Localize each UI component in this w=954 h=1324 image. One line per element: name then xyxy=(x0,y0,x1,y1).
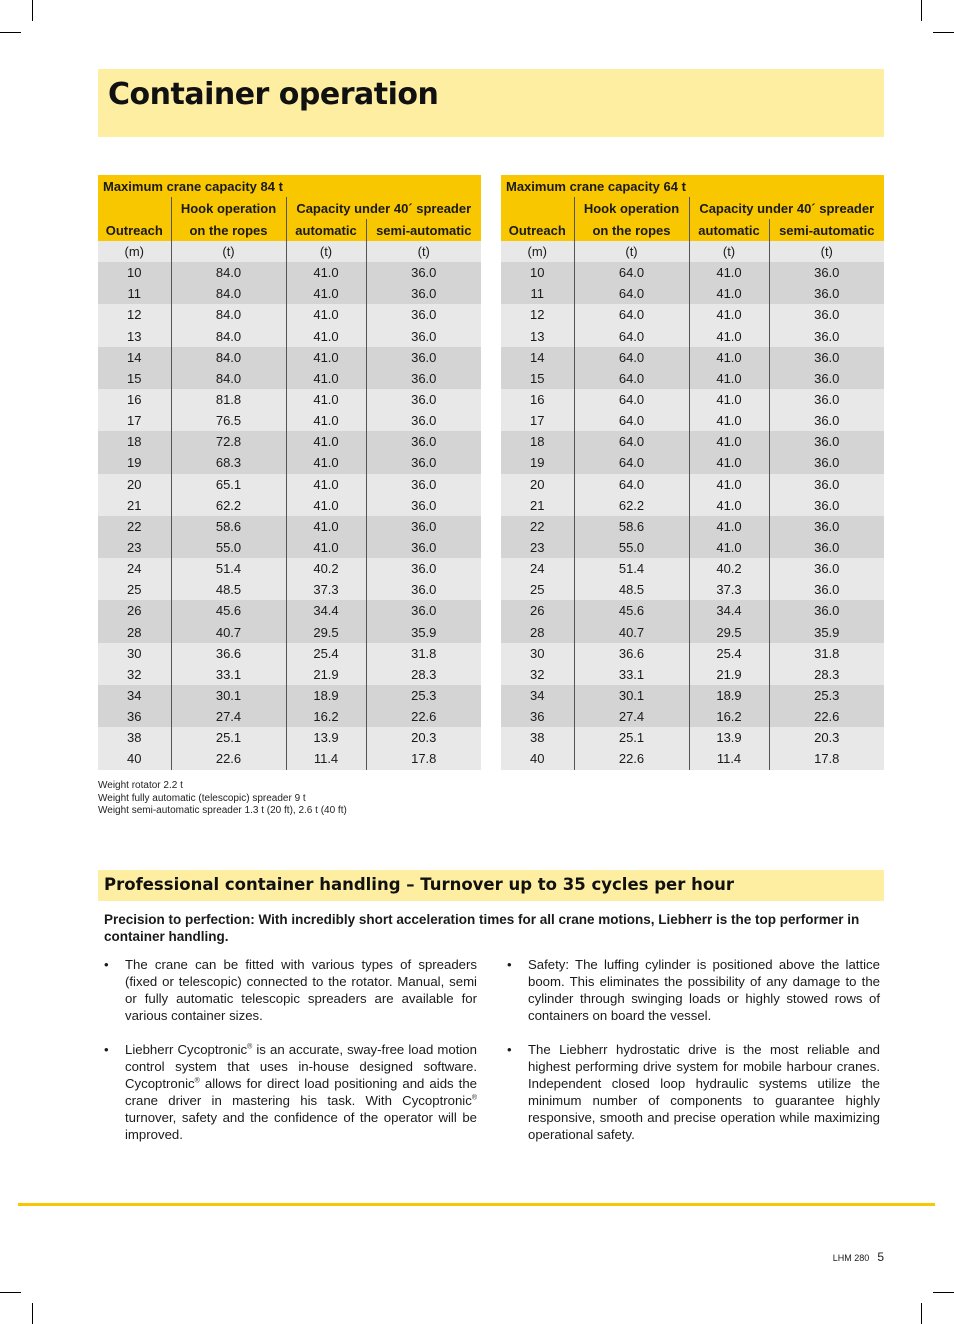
table-cell: 30.1 xyxy=(171,685,286,706)
table-cell: 84.0 xyxy=(171,283,286,304)
table-cell: 40 xyxy=(98,748,171,769)
table-row xyxy=(98,495,481,516)
table-cell: 14 xyxy=(98,347,171,368)
table-cell: 41.0 xyxy=(286,516,366,537)
table-row xyxy=(98,664,481,685)
table-row xyxy=(501,452,884,473)
col-head-semi-automatic: semi-automatic xyxy=(366,219,481,241)
table-cell: 41.0 xyxy=(286,452,366,473)
table-row xyxy=(98,474,481,495)
list-item xyxy=(507,956,880,1024)
table-cell: 64.0 xyxy=(574,474,689,495)
table-cell: 64.0 xyxy=(574,347,689,368)
table-cell: 55.0 xyxy=(574,537,689,558)
table-cell: 36.0 xyxy=(366,452,481,473)
table-cell: 36 xyxy=(98,706,171,727)
page-number: 5 xyxy=(877,1250,884,1264)
table-row xyxy=(98,706,481,727)
table-cell: 36.0 xyxy=(366,410,481,431)
table-cell: 51.4 xyxy=(171,558,286,579)
table-cell: 25 xyxy=(98,579,171,600)
table-cell: 84.0 xyxy=(171,326,286,347)
table-cell: 36.0 xyxy=(769,579,884,600)
table-cell: 13.9 xyxy=(286,727,366,748)
table-cell: 16.2 xyxy=(286,706,366,727)
table-cell: 40 xyxy=(501,748,574,769)
crop-mark xyxy=(0,1292,21,1293)
note-line: Weight semi-automatic spreader 1.3 t (20 ft), 2.6 t (40 ft) xyxy=(98,805,347,816)
note-line: Weight rotator 2.2 t xyxy=(98,780,183,791)
table-cell: 41.0 xyxy=(286,431,366,452)
col-head-automatic: automatic xyxy=(689,219,769,241)
table-cell: 36.0 xyxy=(769,347,884,368)
table-row xyxy=(501,495,884,516)
table-cell: 41.0 xyxy=(286,495,366,516)
table-cell: 45.6 xyxy=(171,600,286,621)
table-cell: 36.0 xyxy=(366,368,481,389)
table-cell: 36.0 xyxy=(769,262,884,283)
table-cell: 36.0 xyxy=(769,326,884,347)
table-row xyxy=(501,283,884,304)
table-cell: 36.0 xyxy=(366,558,481,579)
bullet-text: Safety: The luffing cylinder is positioned above the lattice boom. This eliminates the possibility of any damage to the cylinder through swinging loads or highly stowed rows of containers on board the vessel. xyxy=(528,957,880,1023)
table-cell: 64.0 xyxy=(574,431,689,452)
table-cell: 32 xyxy=(501,664,574,685)
table-row xyxy=(98,727,481,748)
table-cell: 58.6 xyxy=(574,516,689,537)
table-cell: 17 xyxy=(501,410,574,431)
bullet-text: The crane can be fitted with various types of spreaders (fixed or telescopic) connected to the rotator. Manual, semi or fully automatic telescopic spreaders are available for various container sizes. xyxy=(125,957,477,1023)
table-cell: 40.2 xyxy=(689,558,769,579)
table-cell: 33.1 xyxy=(574,664,689,685)
table-cell: 84.0 xyxy=(171,347,286,368)
table-cell: 41.0 xyxy=(689,283,769,304)
table-row xyxy=(98,685,481,706)
table-cell: 30 xyxy=(501,643,574,664)
table-cell: 22 xyxy=(98,516,171,537)
table-cell: 64.0 xyxy=(574,452,689,473)
table-cell: 20.3 xyxy=(769,727,884,748)
table-cell: 17 xyxy=(98,410,171,431)
table-cell: 62.2 xyxy=(171,495,286,516)
section-lead: Precision to perfection: With incredibly short acceleration times for all crane motions, Liebherr is the top performer in container handling. xyxy=(104,912,860,944)
unit-cell: (m) xyxy=(98,241,171,262)
crop-mark xyxy=(933,1292,954,1293)
table-row xyxy=(98,326,481,347)
table-cell: 36.0 xyxy=(366,495,481,516)
table-cell: 34 xyxy=(98,685,171,706)
table-cell: 58.6 xyxy=(171,516,286,537)
table-cell: 16.2 xyxy=(689,706,769,727)
table-row xyxy=(501,389,884,410)
table-cell: 55.0 xyxy=(171,537,286,558)
table-cell: 25.4 xyxy=(689,643,769,664)
table-cell: 36.0 xyxy=(366,537,481,558)
table-cell: 28.3 xyxy=(366,664,481,685)
table-cell: 11.4 xyxy=(689,748,769,769)
table-row xyxy=(501,558,884,579)
table-row xyxy=(501,262,884,283)
col-head-capacity: Capacity under 40´ spreader xyxy=(286,197,481,219)
table-cell: 41.0 xyxy=(689,474,769,495)
table-cell: 11 xyxy=(501,283,574,304)
bullet-text: Liebherr Cycoptronic® is an accurate, sway-free load motion control system that uses in-house designed software. Cycoptronic® allows for direct load positioning and aids the crane driver in mastering his task. With Cycoptronic® turnover, safety and the confidence of the operator will be improved. xyxy=(125,1042,477,1142)
table-row xyxy=(501,326,884,347)
table-cell: 64.0 xyxy=(574,326,689,347)
bullet-icon: • xyxy=(507,1042,512,1057)
table-row xyxy=(98,347,481,368)
table-cell: 20.3 xyxy=(366,727,481,748)
table-row xyxy=(98,600,481,621)
table-cell: 20 xyxy=(501,474,574,495)
table-cell: 36.0 xyxy=(769,283,884,304)
unit-cell: (t) xyxy=(574,241,689,262)
table-cell: 36.0 xyxy=(769,431,884,452)
col-head-semi-automatic: semi-automatic xyxy=(769,219,884,241)
table-cell: 20 xyxy=(98,474,171,495)
table-row xyxy=(501,304,884,325)
table-cell: 36.0 xyxy=(769,537,884,558)
right-column xyxy=(507,956,880,1160)
table-cell: 34.4 xyxy=(689,600,769,621)
bullet-icon: • xyxy=(104,957,109,972)
table-cell: 15 xyxy=(98,368,171,389)
table-cell: 36.0 xyxy=(366,347,481,368)
table-cell: 24 xyxy=(98,558,171,579)
table-row xyxy=(501,727,884,748)
table-row xyxy=(501,664,884,685)
col-head-hook-sub: on the ropes xyxy=(171,219,286,241)
table-row xyxy=(98,431,481,452)
table-cell: 48.5 xyxy=(171,579,286,600)
table-cell: 28 xyxy=(501,622,574,643)
table-cell: 38 xyxy=(501,727,574,748)
table-row xyxy=(98,558,481,579)
table-cell: 64.0 xyxy=(574,368,689,389)
footer-rule xyxy=(18,1203,935,1206)
table-caption: Maximum crane capacity 84 t xyxy=(98,175,481,197)
table-cell: 36.0 xyxy=(366,389,481,410)
table-cell: 36.0 xyxy=(769,368,884,389)
table-cell: 62.2 xyxy=(574,495,689,516)
table-cell: 33.1 xyxy=(171,664,286,685)
table-cell: 41.0 xyxy=(286,474,366,495)
table-cell: 41.0 xyxy=(286,368,366,389)
table-cell: 41.0 xyxy=(689,431,769,452)
table-cell: 11 xyxy=(98,283,171,304)
table-cell: 16 xyxy=(98,389,171,410)
unit-cell: (m) xyxy=(501,241,574,262)
table-row xyxy=(501,706,884,727)
list-item xyxy=(104,956,477,1024)
table-cell: 10 xyxy=(501,262,574,283)
table-cell: 40.2 xyxy=(286,558,366,579)
capacity-table-84t xyxy=(98,175,481,770)
crop-mark xyxy=(933,32,954,33)
table-cell: 22.6 xyxy=(574,748,689,769)
table-cell: 35.9 xyxy=(366,622,481,643)
table-cell: 28 xyxy=(98,622,171,643)
table-cell: 48.5 xyxy=(574,579,689,600)
page-footer xyxy=(833,1250,884,1264)
table-row xyxy=(501,368,884,389)
table-cell: 68.3 xyxy=(171,452,286,473)
section-heading: Professional container handling – Turnover up to 35 cycles per hour xyxy=(104,875,735,894)
table-cell: 26 xyxy=(98,600,171,621)
table-cell: 41.0 xyxy=(286,389,366,410)
col-head-capacity: Capacity under 40´ spreader xyxy=(689,197,884,219)
table-cell: 36.0 xyxy=(366,431,481,452)
table-cell: 18.9 xyxy=(689,685,769,706)
section-heading-band xyxy=(98,870,884,901)
table-cell: 13 xyxy=(98,326,171,347)
table-cell: 64.0 xyxy=(574,410,689,431)
table-cell: 40.7 xyxy=(171,622,286,643)
table-cell: 41.0 xyxy=(689,262,769,283)
table-cell: 30.1 xyxy=(574,685,689,706)
table-cell: 36.0 xyxy=(366,326,481,347)
table-cell: 36.0 xyxy=(769,389,884,410)
table-cell: 32 xyxy=(98,664,171,685)
table-cell: 12 xyxy=(501,304,574,325)
table-cell: 51.4 xyxy=(574,558,689,579)
table-cell: 41.0 xyxy=(689,389,769,410)
table-cell: 17.8 xyxy=(769,748,884,769)
table-cell: 41.0 xyxy=(689,452,769,473)
table-row xyxy=(501,685,884,706)
capacity-table-64t xyxy=(501,175,884,770)
table-cell: 41.0 xyxy=(689,326,769,347)
table-cell: 10 xyxy=(98,262,171,283)
table-cell: 41.0 xyxy=(689,537,769,558)
table-row xyxy=(98,622,481,643)
table-cell: 64.0 xyxy=(574,304,689,325)
table-cell: 36.0 xyxy=(769,600,884,621)
table-cell: 40.7 xyxy=(574,622,689,643)
col-head-hook: Hook operation xyxy=(171,197,286,219)
table-cell: 41.0 xyxy=(286,283,366,304)
table-cell: 29.5 xyxy=(689,622,769,643)
col-head-outreach: Outreach xyxy=(501,219,574,241)
table-cell: 65.1 xyxy=(171,474,286,495)
table-row xyxy=(501,600,884,621)
table-cell: 12 xyxy=(98,304,171,325)
col-head-hook-sub: on the ropes xyxy=(574,219,689,241)
table-cell: 27.4 xyxy=(574,706,689,727)
table-cell: 72.8 xyxy=(171,431,286,452)
table-row xyxy=(98,537,481,558)
table-cell: 41.0 xyxy=(689,516,769,537)
table-cell: 25.3 xyxy=(366,685,481,706)
bullet-icon: • xyxy=(507,957,512,972)
table-cell: 36.0 xyxy=(769,304,884,325)
table-cell: 15 xyxy=(501,368,574,389)
table-cell: 36.0 xyxy=(769,410,884,431)
weight-notes xyxy=(98,780,347,818)
table-cell: 41.0 xyxy=(689,368,769,389)
table-cell: 41.0 xyxy=(689,347,769,368)
table-cell: 22.6 xyxy=(366,706,481,727)
left-column xyxy=(104,956,477,1160)
table-cell: 64.0 xyxy=(574,283,689,304)
table-cell: 41.0 xyxy=(689,304,769,325)
unit-cell: (t) xyxy=(286,241,366,262)
table-row xyxy=(98,262,481,283)
table-cell: 41.0 xyxy=(286,410,366,431)
table-cell: 36.0 xyxy=(366,516,481,537)
table-cell: 38 xyxy=(98,727,171,748)
table-row xyxy=(98,283,481,304)
table-cell: 36.0 xyxy=(769,452,884,473)
table-cell: 41.0 xyxy=(286,326,366,347)
table-cell: 34 xyxy=(501,685,574,706)
page-title: Container operation xyxy=(108,77,439,112)
table-row xyxy=(501,537,884,558)
crop-mark xyxy=(921,1303,922,1324)
table-cell: 21 xyxy=(501,495,574,516)
unit-cell: (t) xyxy=(769,241,884,262)
table-cell: 36.0 xyxy=(769,516,884,537)
table-cell: 84.0 xyxy=(171,262,286,283)
table-cell: 36.0 xyxy=(366,600,481,621)
table-cell: 34.4 xyxy=(286,600,366,621)
table-cell: 18 xyxy=(501,431,574,452)
table-cell: 45.6 xyxy=(574,600,689,621)
table-cell: 64.0 xyxy=(574,389,689,410)
table-row xyxy=(98,643,481,664)
table-cell: 36.6 xyxy=(171,643,286,664)
table-cell: 18.9 xyxy=(286,685,366,706)
table-cell: 41.0 xyxy=(286,537,366,558)
table-row xyxy=(98,410,481,431)
crop-mark xyxy=(32,0,33,21)
table-cell: 36.0 xyxy=(366,579,481,600)
unit-cell: (t) xyxy=(171,241,286,262)
table-row xyxy=(501,347,884,368)
table-cell: 25.1 xyxy=(574,727,689,748)
table-cell: 36.0 xyxy=(769,558,884,579)
table-cell: 28.3 xyxy=(769,664,884,685)
table-cell: 21.9 xyxy=(286,664,366,685)
table-cell: 25.4 xyxy=(286,643,366,664)
table-cell: 36 xyxy=(501,706,574,727)
table-cell: 22.6 xyxy=(769,706,884,727)
table-cell: 30 xyxy=(98,643,171,664)
table-cell: 11.4 xyxy=(286,748,366,769)
title-band xyxy=(98,69,884,137)
table-cell: 22.6 xyxy=(171,748,286,769)
table-row xyxy=(501,622,884,643)
table-cell: 36.0 xyxy=(366,474,481,495)
table-cell: 23 xyxy=(501,537,574,558)
crop-mark xyxy=(0,32,21,33)
table-cell: 25 xyxy=(501,579,574,600)
table-cell: 36.6 xyxy=(574,643,689,664)
table-row xyxy=(98,368,481,389)
table-cell: 64.0 xyxy=(574,262,689,283)
table-cell: 36.0 xyxy=(769,495,884,516)
table-cell: 41.0 xyxy=(286,304,366,325)
table-cell: 41.0 xyxy=(286,262,366,283)
table-cell: 84.0 xyxy=(171,304,286,325)
table-cell: 13 xyxy=(501,326,574,347)
table-cell: 23 xyxy=(98,537,171,558)
crop-mark xyxy=(32,1303,33,1324)
table-cell: 84.0 xyxy=(171,368,286,389)
table-cell: 24 xyxy=(501,558,574,579)
table-row xyxy=(98,579,481,600)
table-cell: 41.0 xyxy=(286,347,366,368)
table-cell: 25.1 xyxy=(171,727,286,748)
table-row xyxy=(501,516,884,537)
table-row xyxy=(501,643,884,664)
table-cell: 14 xyxy=(501,347,574,368)
table-cell: 17.8 xyxy=(366,748,481,769)
table-row xyxy=(501,579,884,600)
table-row xyxy=(98,389,481,410)
col-head-hook: Hook operation xyxy=(574,197,689,219)
table-row xyxy=(501,748,884,769)
bullet-icon: • xyxy=(104,1042,109,1057)
table-cell: 36.0 xyxy=(366,283,481,304)
note-line: Weight fully automatic (telescopic) spreader 9 t xyxy=(98,792,306,804)
table-cell: 29.5 xyxy=(286,622,366,643)
crop-mark xyxy=(921,0,922,21)
table-cell: 19 xyxy=(98,452,171,473)
col-head-outreach: Outreach xyxy=(98,219,171,241)
table-cell: 13.9 xyxy=(689,727,769,748)
table-cell: 41.0 xyxy=(689,410,769,431)
table-cell: 41.0 xyxy=(689,495,769,516)
table-cell: 37.3 xyxy=(689,579,769,600)
table-row xyxy=(501,474,884,495)
table-cell: 21 xyxy=(98,495,171,516)
table-cell: 21.9 xyxy=(689,664,769,685)
unit-cell: (t) xyxy=(366,241,481,262)
table-cell: 36.0 xyxy=(366,304,481,325)
table-caption: Maximum crane capacity 64 t xyxy=(501,175,884,197)
table-cell: 36.0 xyxy=(769,474,884,495)
table-cell: 37.3 xyxy=(286,579,366,600)
bullet-text: The Liebherr hydrostatic drive is the most reliable and highest performing drive system for mobile harbour cranes. Independent closed loop hydraulic systems utilize the minimum number of components to guarantee highly responsive, smooth and precise operation while maximizing operational safety. xyxy=(528,1042,880,1142)
table-cell: 25.3 xyxy=(769,685,884,706)
table-cell: 22 xyxy=(501,516,574,537)
table-cell: 26 xyxy=(501,600,574,621)
table-cell: 76.5 xyxy=(171,410,286,431)
table-row xyxy=(501,431,884,452)
list-item xyxy=(104,1041,477,1143)
table-row xyxy=(98,516,481,537)
unit-cell: (t) xyxy=(689,241,769,262)
table-row xyxy=(501,410,884,431)
col-head-automatic: automatic xyxy=(286,219,366,241)
table-row xyxy=(98,748,481,769)
table-cell: 81.8 xyxy=(171,389,286,410)
table-cell: 35.9 xyxy=(769,622,884,643)
table-row xyxy=(98,304,481,325)
table-cell: 18 xyxy=(98,431,171,452)
table-cell: 36.0 xyxy=(366,262,481,283)
list-item xyxy=(507,1041,880,1143)
table-cell: 27.4 xyxy=(171,706,286,727)
table-cell: 31.8 xyxy=(366,643,481,664)
footer-model: LHM 280 xyxy=(832,1253,870,1263)
table-cell: 31.8 xyxy=(769,643,884,664)
table-cell: 19 xyxy=(501,452,574,473)
table-row xyxy=(98,452,481,473)
table-cell: 16 xyxy=(501,389,574,410)
